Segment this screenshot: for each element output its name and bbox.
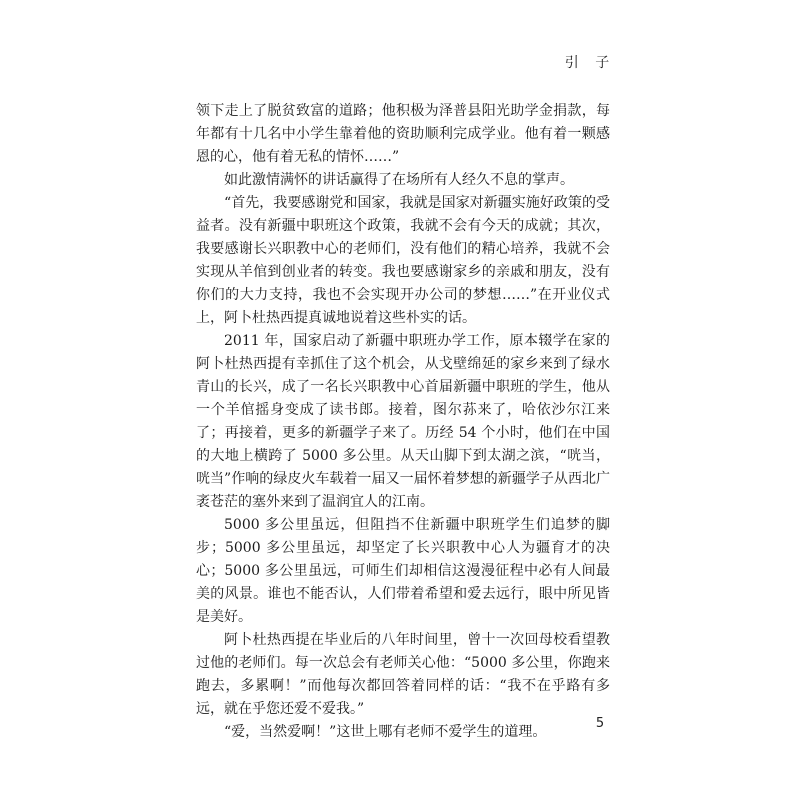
paragraph-4: 2011 年，国家启动了新疆中职班办学工作，原本辍学在家的阿卜杜热西提有幸抓住了这个机会，从戈壁绵延的家乡来到了绿水青山的长兴，成了一名长兴职教中心首届新疆中职班的学生，他从一个羊倌摇身变成了读书郎。接着，图尔荪来了，哈依沙尔江来了；再接着，更多的新疆学子来了。历经 54 个小时，他们在中国的大地上横跨了 5000 多公里。从天山脚下到太湖之滨，“咣当，咣当”作响的绿皮火车载着一届又一届怀着梦想的新疆学子从西北广袤苍茫的塞外来到了温润宜人的江南。 xyxy=(196,333,610,510)
paragraph-1: 领下走上了脱贫致富的道路；他积极为泽普县阳光助学金捐款，每年都有十几名中小学生靠着他的资助顺利完成学业。他有着一颗感恩的心，他有着无私的情怀……” xyxy=(196,103,610,165)
page-number: 5 xyxy=(595,716,605,731)
body-text xyxy=(196,100,610,744)
running-header: 引 子 xyxy=(564,55,616,71)
paragraph-6: 阿卜杜热西提在毕业后的八年时间里，曾十一次回母校看望教过他的老师们。每一次总会有老师关心他：“5000 多公里，你跑来跑去，多累啊！”而他每次都回答着同样的话：“我不在乎路有多远，就在乎您还爱不爱我。” xyxy=(196,632,610,717)
paragraph-7: “爱，当然爱啊！”这世上哪有老师不爱学生的道理。 xyxy=(224,724,547,740)
paragraph-3: “首先，我要感谢党和国家，我就是国家对新疆实施好政策的受益者。没有新疆中职班这个政策，我就不会有今天的成就；其次，我要感谢长兴职教中心的老师们，没有他们的精心培养，我就不会实现从羊倌到创业者的转变。我也要感谢家乡的亲戚和朋友，没有你们的大力支持，我也不会实现开办公司的梦想……”在开业仪式上，阿卜杜热西提真诚地说着这些朴实的话。 xyxy=(196,195,610,326)
paragraph-2: 如此激情满怀的讲话赢得了在场所有人经久不息的掌声。 xyxy=(224,172,574,188)
paragraph-5: 5000 多公里虽远，但阻挡不住新疆中职班学生们追梦的脚步；5000 多公里虽远，却坚定了长兴职教中心人为疆育才的决心；5000 多公里虽远，可师生们却相信这漫漫征程中必有人间最美的风景。谁也不能否认，人们带着希望和爱去远行，眼中所见皆是美好。 xyxy=(196,517,610,625)
